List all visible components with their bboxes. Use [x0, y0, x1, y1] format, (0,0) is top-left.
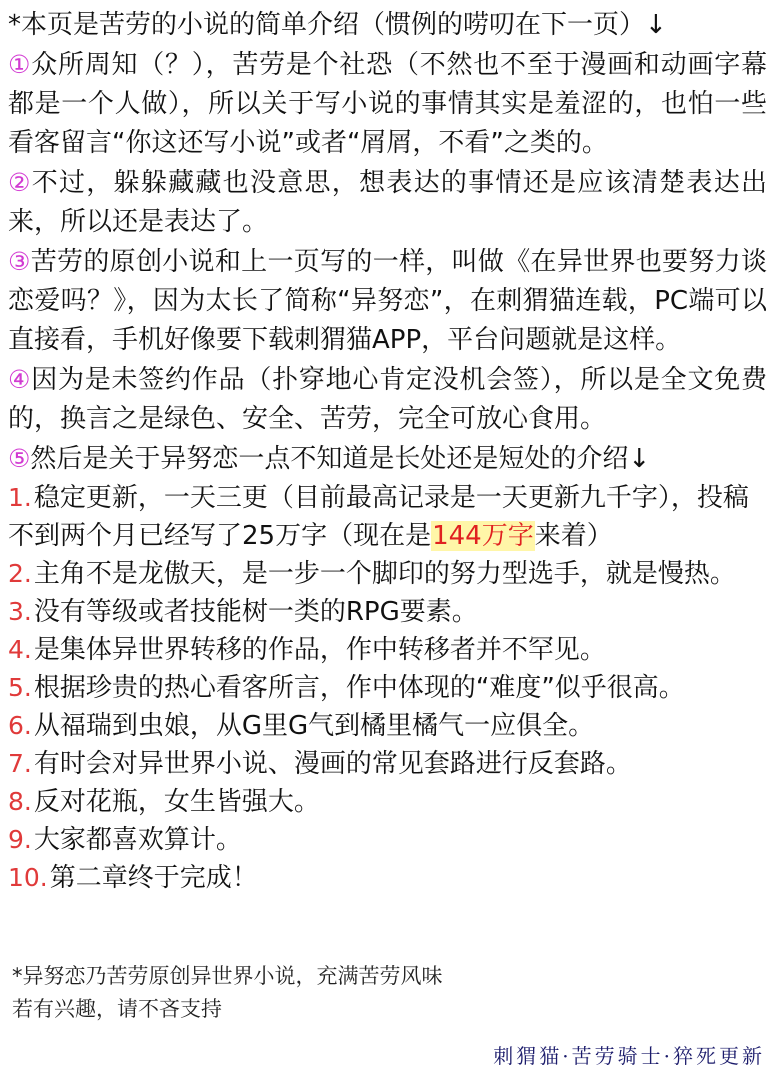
list-item-text: 根据珍贵的热心看客所言，作中体现的“难度”似乎很高。 — [33, 673, 685, 703]
footer-note-2: 若有兴趣，请不吝支持 — [12, 997, 222, 1021]
feature-list — [8, 479, 767, 897]
paragraph-text-3: 苦劳的原创小说和上一页写的一样，叫做《在异世界也要努力谈恋爱吗？》，因为太长了简称“异努恋”，在刺猬猫连载，PC端可以直接看，手机好像要下载刺猬猫APP，平台问题就是这样。 — [8, 247, 767, 355]
paragraph-3 — [8, 242, 767, 360]
list-item — [8, 859, 767, 897]
page-title: *本页是苦劳的小说的简单介绍（惯例的唠叨在下一页）↓ — [8, 10, 667, 40]
paragraph-marker-5: ⑤ — [8, 444, 31, 473]
list-item-marker: 4. — [8, 635, 32, 664]
list-item-marker: 3. — [8, 597, 32, 626]
paragraph-marker-2: ② — [8, 168, 32, 197]
list-item-text-tail: 来着） — [534, 521, 613, 551]
paragraph-marker-4: ④ — [8, 365, 32, 394]
list-item-text: 稳定更新，一天三更（目前最高记录是一天更新九千字），投稿不到两个月已经写了25万字（现在是 — [8, 483, 749, 551]
list-item-marker: 6. — [8, 711, 32, 740]
list-item — [8, 479, 767, 555]
list-item-marker: 1. — [8, 483, 32, 512]
list-item-text: 主角不是龙傲天，是一步一个脚印的努力型选手，就是慢热。 — [33, 559, 736, 589]
list-item-text: 从福瑞到虫娘，从G里G气到橘里橘气一应俱全。 — [33, 711, 595, 741]
paragraph-marker-1: ① — [8, 50, 32, 79]
paragraph-2 — [8, 163, 767, 242]
list-item-text: 没有等级或者技能树一类的RPG要素。 — [33, 597, 478, 627]
list-item-text: 大家都喜欢算计。 — [33, 825, 242, 855]
list-item-highlight: 144万字 — [432, 521, 534, 551]
list-item-marker: 10. — [8, 863, 48, 892]
list-item — [8, 631, 767, 669]
list-item-marker: 7. — [8, 749, 32, 778]
list-item-marker: 8. — [8, 787, 32, 816]
paragraph-1 — [8, 45, 767, 163]
paragraph-text-2: 不过，躲躲藏藏也没意思，想表达的事情还是应该清楚表达出来，所以还是表达了。 — [8, 168, 767, 237]
list-item-text: 第二章终于完成！ — [49, 863, 258, 893]
list-item — [8, 745, 767, 783]
list-item — [8, 783, 767, 821]
list-item — [8, 707, 767, 745]
paragraph-4 — [8, 360, 767, 439]
list-item — [8, 555, 767, 593]
paragraph-text-5: 然后是关于异努恋一点不知道是长处还是短处的介绍↓ — [30, 444, 651, 474]
paragraph-text-4: 因为是未签约作品（扑穿地心肯定没机会签），所以是全文免费的，换言之是绿色、安全、苦劳，完全可放心食用。 — [8, 365, 767, 434]
footer-note-1: *异努恋乃苦劳原创异世界小说，充满苦劳风味 — [12, 964, 443, 988]
list-item-text: 是集体异世界转移的作品，作中转移者并不罕见。 — [33, 635, 606, 665]
list-item-marker: 5. — [8, 673, 32, 702]
list-item-text: 有时会对异世界小说、漫画的常见套路进行反套路。 — [33, 749, 632, 779]
list-item-marker: 9. — [8, 825, 32, 854]
list-item — [8, 669, 767, 707]
list-item — [8, 821, 767, 859]
paragraph-text-1: 众所周知（？），苦劳是个社恐（不然也不至于漫画和动画字幕都是一个人做），所以关于写小说的事情其实是羞涩的，也怕一些看客留言“你这还写小说”或者“屑屑，不看”之类的。 — [8, 50, 767, 158]
list-item-marker: 2. — [8, 559, 32, 588]
paragraph-marker-3: ③ — [8, 247, 31, 276]
list-item-text: 反对花瓶，女生皆强大。 — [33, 787, 320, 817]
list-item — [8, 593, 767, 631]
page-footer — [12, 960, 765, 1069]
paragraph-5 — [8, 439, 767, 479]
footer-signature: 刺猬猫·苦劳骑士·猝死更新 — [493, 1044, 765, 1068]
